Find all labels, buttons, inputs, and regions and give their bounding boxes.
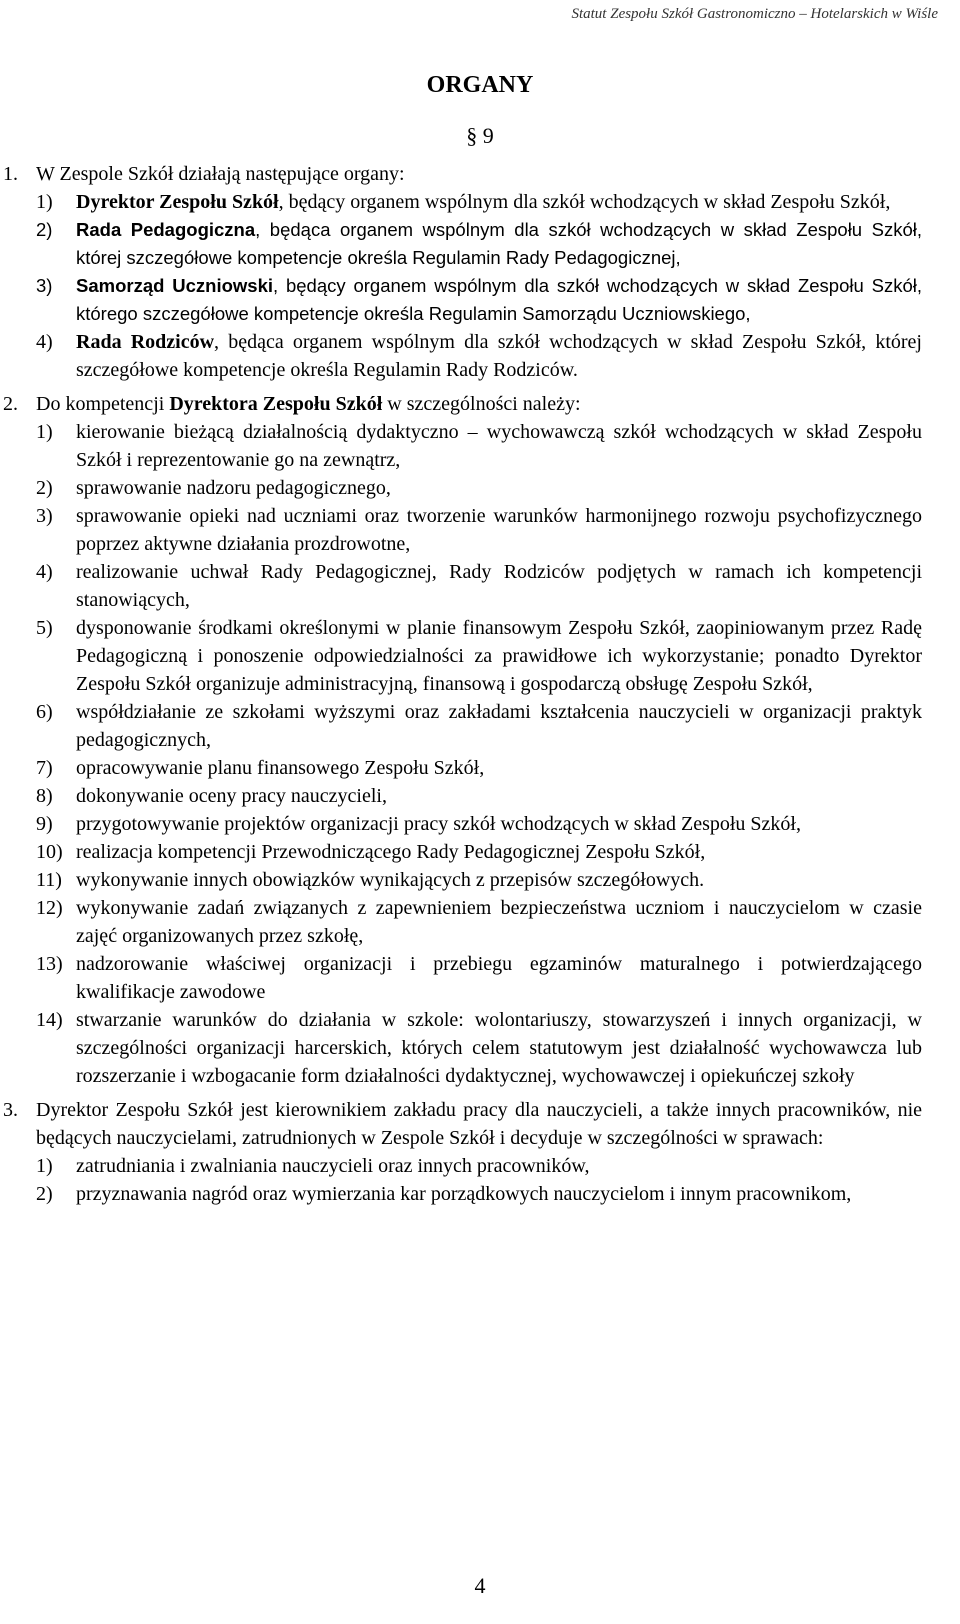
item-number: 10): [36, 841, 63, 863]
list-item: [0, 418, 960, 474]
list-item: [0, 754, 960, 782]
item-text: kierowanie bieżącą działalnością dydaktyczno – wychowawczą szkół wchodzących w skład Zespołu Szkół i reprezentowanie go na zewnątrz,: [76, 421, 922, 471]
item-number: 11): [36, 869, 62, 891]
item-number: 4): [36, 331, 53, 353]
organ-list: [0, 188, 960, 384]
item-text: nadzorowanie właściwej organizacji i przebiegu egzaminów maturalnego i potwierdzającego kwalifikacje zawodowe: [76, 953, 922, 1003]
paragraph-1: [0, 160, 960, 188]
item-bold-term: Samorząd Uczniowski: [76, 275, 273, 296]
item-number: 2): [36, 1183, 53, 1205]
item-bold-term: Rada Rodziców: [76, 331, 215, 353]
list-item: [0, 502, 960, 558]
paragraph-lead: Do kompetencji: [36, 393, 170, 415]
competence-list: [0, 418, 960, 1090]
item-number: 3): [36, 505, 53, 527]
item-text: wykonywanie innych obowiązków wynikających z przepisów szczegółowych.: [76, 869, 705, 891]
item-text: dokonywanie oceny pracy nauczycieli,: [76, 785, 387, 807]
item-number: 2): [36, 477, 53, 499]
running-header: Statut Zespołu Szkół Gastronomiczno – Hotelarskich w Wiśle: [571, 6, 938, 22]
list-item: [0, 216, 960, 272]
item-text: przygotowywanie projektów organizacji pracy szkół wchodzących w skład Zespołu Szkół,: [76, 813, 801, 835]
item-text: , będący organem wspólnym dla szkół wchodzących w skład Zespołu Szkół, którego szczegółowe kompetencje określa Regulamin Samorządu Uczniowskiego,: [76, 275, 922, 324]
list-item: [0, 1180, 960, 1208]
item-text: dysponowanie środkami określonymi w planie finansowym Zespołu Szkół, zaopiniowanym przez Radę Pedagogiczną i ponoszenie odpowiedzialności za prawidłowe ich wykorzystanie; ponadto Dyrektor Zespołu Szkół organizuje administracyjną, finansową i gospodarczą obsługę Zespołu Szkół,: [76, 617, 922, 695]
list-item: [0, 188, 960, 216]
list-item: [0, 866, 960, 894]
item-text: realizowanie uchwał Rady Pedagogicznej, Rady Rodziców podjętych w ramach ich kompetencji stanowiących,: [76, 561, 922, 611]
item-text: współdziałanie ze szkołami wyższymi oraz zakładami kształcenia nauczycieli w organizacji praktyk pedagogicznych,: [76, 701, 922, 751]
list-item: [0, 894, 960, 950]
item-number: 8): [36, 785, 53, 807]
item-text: , będąca organem wspólnym dla szkół wchodzących w skład Zespołu Szkół, której szczegółowe kompetencje określa Regulamin Rady Rodziców.: [76, 331, 922, 381]
item-bold-term: Rada Pedagogiczna: [76, 219, 256, 240]
paragraph-number: 3.: [3, 1099, 18, 1121]
item-text: sprawowanie nadzoru pedagogicznego,: [76, 477, 391, 499]
list-item: [0, 950, 960, 1006]
item-text: zatrudniania i zwalniania nauczycieli oraz innych pracowników,: [76, 1155, 590, 1177]
item-text: realizacja kompetencji Przewodniczącego Rady Pedagogicznej Zespołu Szkół,: [76, 841, 706, 863]
document-body: [0, 160, 960, 1208]
list-item: [0, 698, 960, 754]
list-item: [0, 838, 960, 866]
item-number: 6): [36, 701, 53, 723]
item-text: wykonywanie zadań związanych z zapewnieniem bezpieczeństwa uczniom i nauczycielom w czasie zajęć organizowanych przez szkołę,: [76, 897, 922, 947]
item-number: 7): [36, 757, 53, 779]
list-item: [0, 328, 960, 384]
chapter-title: ORGANY: [426, 72, 534, 98]
item-number: 1): [36, 1155, 53, 1177]
paragraph-lead-bold: Dyrektora Zespołu Szkół: [169, 393, 383, 415]
item-text: , będąca organem wspólnym dla szkół wchodzących w skład Zespołu Szkół, której szczegółowe kompetencje określa Regulamin Rady Pedagogicznej,: [76, 219, 922, 268]
list-item: [0, 782, 960, 810]
item-number: 13): [36, 953, 63, 975]
item-text: stwarzanie warunków do działania w szkole: wolontariuszy, stowarzyszeń i innych organizacji, w szczególności organizacji harcerskich, których celem statutowym jest działalność wychowawcza lub rozszerzanie i wzbogacanie form działalności dydaktycznej, wychowawczej i opiekuńczej szkoły: [76, 1009, 922, 1087]
list-item: [0, 272, 960, 328]
item-number: 1): [36, 421, 53, 443]
list-item: [0, 1006, 960, 1090]
employment-list: [0, 1152, 960, 1208]
item-number: 14): [36, 1009, 63, 1031]
paragraph-number: 2.: [3, 393, 18, 415]
item-text: przyznawania nagród oraz wymierzania kar porządkowych nauczycielom i innym pracownikom,: [76, 1183, 852, 1205]
item-number: 1): [36, 191, 53, 213]
list-item: [0, 614, 960, 698]
item-text: , będący organem wspólnym dla szkół wchodzących w skład Zespołu Szkół,: [278, 191, 891, 213]
paragraph-number: 1.: [3, 163, 18, 185]
item-text: sprawowanie opieki nad uczniami oraz tworzenie warunków harmonijnego rozwoju psychofizycznego poprzez aktywne działania prozdrowotne,: [76, 505, 922, 555]
paragraph-lead-end: w szczególności należy:: [382, 393, 581, 415]
paragraph-lead: W Zespole Szkół działają następujące organy:: [36, 163, 405, 185]
list-item: [0, 474, 960, 502]
item-number: 5): [36, 617, 53, 639]
paragraph-3: [0, 1096, 960, 1152]
list-item: [0, 810, 960, 838]
list-item: [0, 558, 960, 614]
item-bold-term: Dyrektor Zespołu Szkół: [76, 191, 279, 213]
paragraph-2: [0, 390, 960, 418]
section-number: § 9: [466, 123, 494, 148]
paragraph-lead: Dyrektor Zespołu Szkół jest kierownikiem zakładu pracy dla nauczycieli, a także innych pracowników, nie będących nauczycielami, zatrudnionych w Zespole Szkół i decyduje w szczególności w sprawach:: [36, 1099, 922, 1149]
item-number: 4): [36, 561, 53, 583]
item-number: 3): [36, 275, 53, 296]
item-number: 12): [36, 897, 63, 919]
page-number: 4: [474, 1573, 486, 1598]
list-item: [0, 1152, 960, 1180]
item-text: opracowywanie planu finansowego Zespołu Szkół,: [76, 757, 485, 779]
item-number: 2): [36, 219, 53, 240]
item-number: 9): [36, 813, 53, 835]
